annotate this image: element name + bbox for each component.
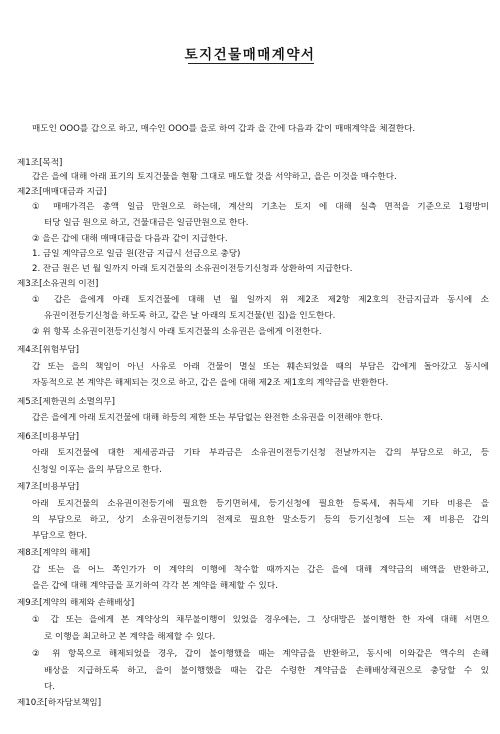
clause-text: 다. [44, 682, 56, 692]
article-body: 아래 토지건물의 소유권이전등기에 필요한 등기면허세, 등기신청에 필요한 등록세, 취득세 기타 비용은 을 [32, 499, 489, 509]
clause-text: ① 갑은 을에게 아래 토지건물에 대해 년 월 일까지 위 제2조 제2항 제2호의 잔금지급과 동시에 소 [32, 295, 489, 305]
clause-text: 배상을 지급하도록 하고, 을이 불이행했을 때는 갑은 수령한 계약금을 손해배상채권으로 충당할 수 있 [44, 666, 489, 676]
article-body: 갑은 을에게 아래 토지건물에 대해 하등의 제한 또는 부담없는 완전한 소유권을 이전해야 한다. [32, 413, 383, 423]
article-heading: 제7조[비용부담] [17, 482, 79, 492]
article-heading: 제3조[소유권의 이전] [17, 279, 99, 289]
article-heading: 제4조[위험부담] [17, 345, 79, 355]
clause-text: 로 이행을 최고하고 본 계약을 해제할 수 있다. [44, 632, 216, 642]
article-heading: 제10조[하자담보책임] [17, 698, 102, 708]
clause-text: 터당 일금 원으로 하고, 건물대금은 일금만원으로 한다. [44, 218, 249, 228]
article-body: 을은 갑에 대해 계약금을 포기하여 각각 본 계약을 해제할 수 있다. [32, 581, 278, 591]
clause-text: ② 위 항목 소유권이전등기신청시 아래 토지건물의 소유권은 을에게 이전한다. [32, 327, 322, 337]
clause-text: ② 을은 갑에 대해 매매대금을 다음과 같이 지급한다. [32, 234, 228, 244]
clause-text: 유권이전등기신청을 하도록 하고, 같은 날 아래의 토지건물(빈 집)을 인도한다. [44, 311, 336, 321]
document-title: 토지건물매매계약서 [184, 47, 316, 63]
article-body: 아래 토지건물에 대한 제세공과금 기타 부과금은 소유권이전등기신청 전날까지는 갑의 부담으로 하고, 등 [32, 448, 489, 458]
preamble-text: 매도인 OOO를 갑으로 하고, 매수인 OOO를 을로 하여 갑과 을 간에 다음과 같이 매매계약을 체결한다. [32, 124, 416, 134]
clause-text: 1. 금일 계약금으로 일금 원(잔금 지급시 선금으로 충당) [32, 249, 241, 259]
clause-text: ① 갑 또는 을에게 본 계약상의 채무불이행이 있었을 경우에는, 그 상대방은 불이행한 한 자에 대해 서면으 [32, 615, 489, 625]
article-body: 자동적으로 본 계약은 해제되는 것으로 하고, 갑은 을에 대해 제2조 제1호의 계약금을 반환한다. [32, 378, 389, 388]
article-body: 갑은 을에 대해 아래 표기의 토지건물을 현황 그대로 매도할 것을 서약하고, 을은 이것을 매수한다. [32, 172, 397, 182]
article-body: 신청일 이후는 을의 부담으로 한다. [32, 465, 162, 475]
article-heading: 제1조[목적] [17, 158, 63, 168]
clause-text: ① 매매가격은 총액 일금 만원으로 하는데, 계산의 기초는 토지 에 대해 실측 면적을 기준으로 1평방미 [32, 202, 489, 212]
title-underline [188, 63, 314, 64]
article-body: 부담으로 한다. [32, 531, 88, 541]
article-body: 갑 또는 을의 책임이 아닌 사유로 아래 건물이 멸실 또는 훼손되었을 때의 부담은 갑에게 돌아갔고 동시에 [32, 362, 489, 372]
article-heading: 제2조[매매대금과 지급] [17, 187, 107, 197]
article-heading: 제9조[계약의 해제와 손해배상] [17, 598, 135, 608]
article-body: 갑 또는 을 어느 쪽인가가 이 계약의 이행에 착수할 때까지는 갑은 을에 대해 계약금의 배액을 반환하고, [32, 565, 489, 575]
clause-text: 2. 잔금 원은 년 월 일까지 아래 토지건물의 소유권이전등기신청과 상환하여 지급한다. [32, 264, 353, 274]
article-heading: 제5조[제한권의 소멸의무] [17, 397, 115, 407]
article-body: 의 부담으로 하고, 상기 소유권이전등기의 전제로 필요한 말소등기 등의 등기신청에 드는 제 비용은 갑의 [32, 515, 489, 525]
article-heading: 제6조[비용부담] [17, 432, 79, 442]
clause-text: ② 위 항목으로 해제되었을 경우, 갑이 불이행했을 때는 계약금을 반환하고, 동시에 이와같은 액수의 손해 [32, 649, 489, 659]
article-heading: 제8조[계약의 해제] [17, 548, 91, 558]
